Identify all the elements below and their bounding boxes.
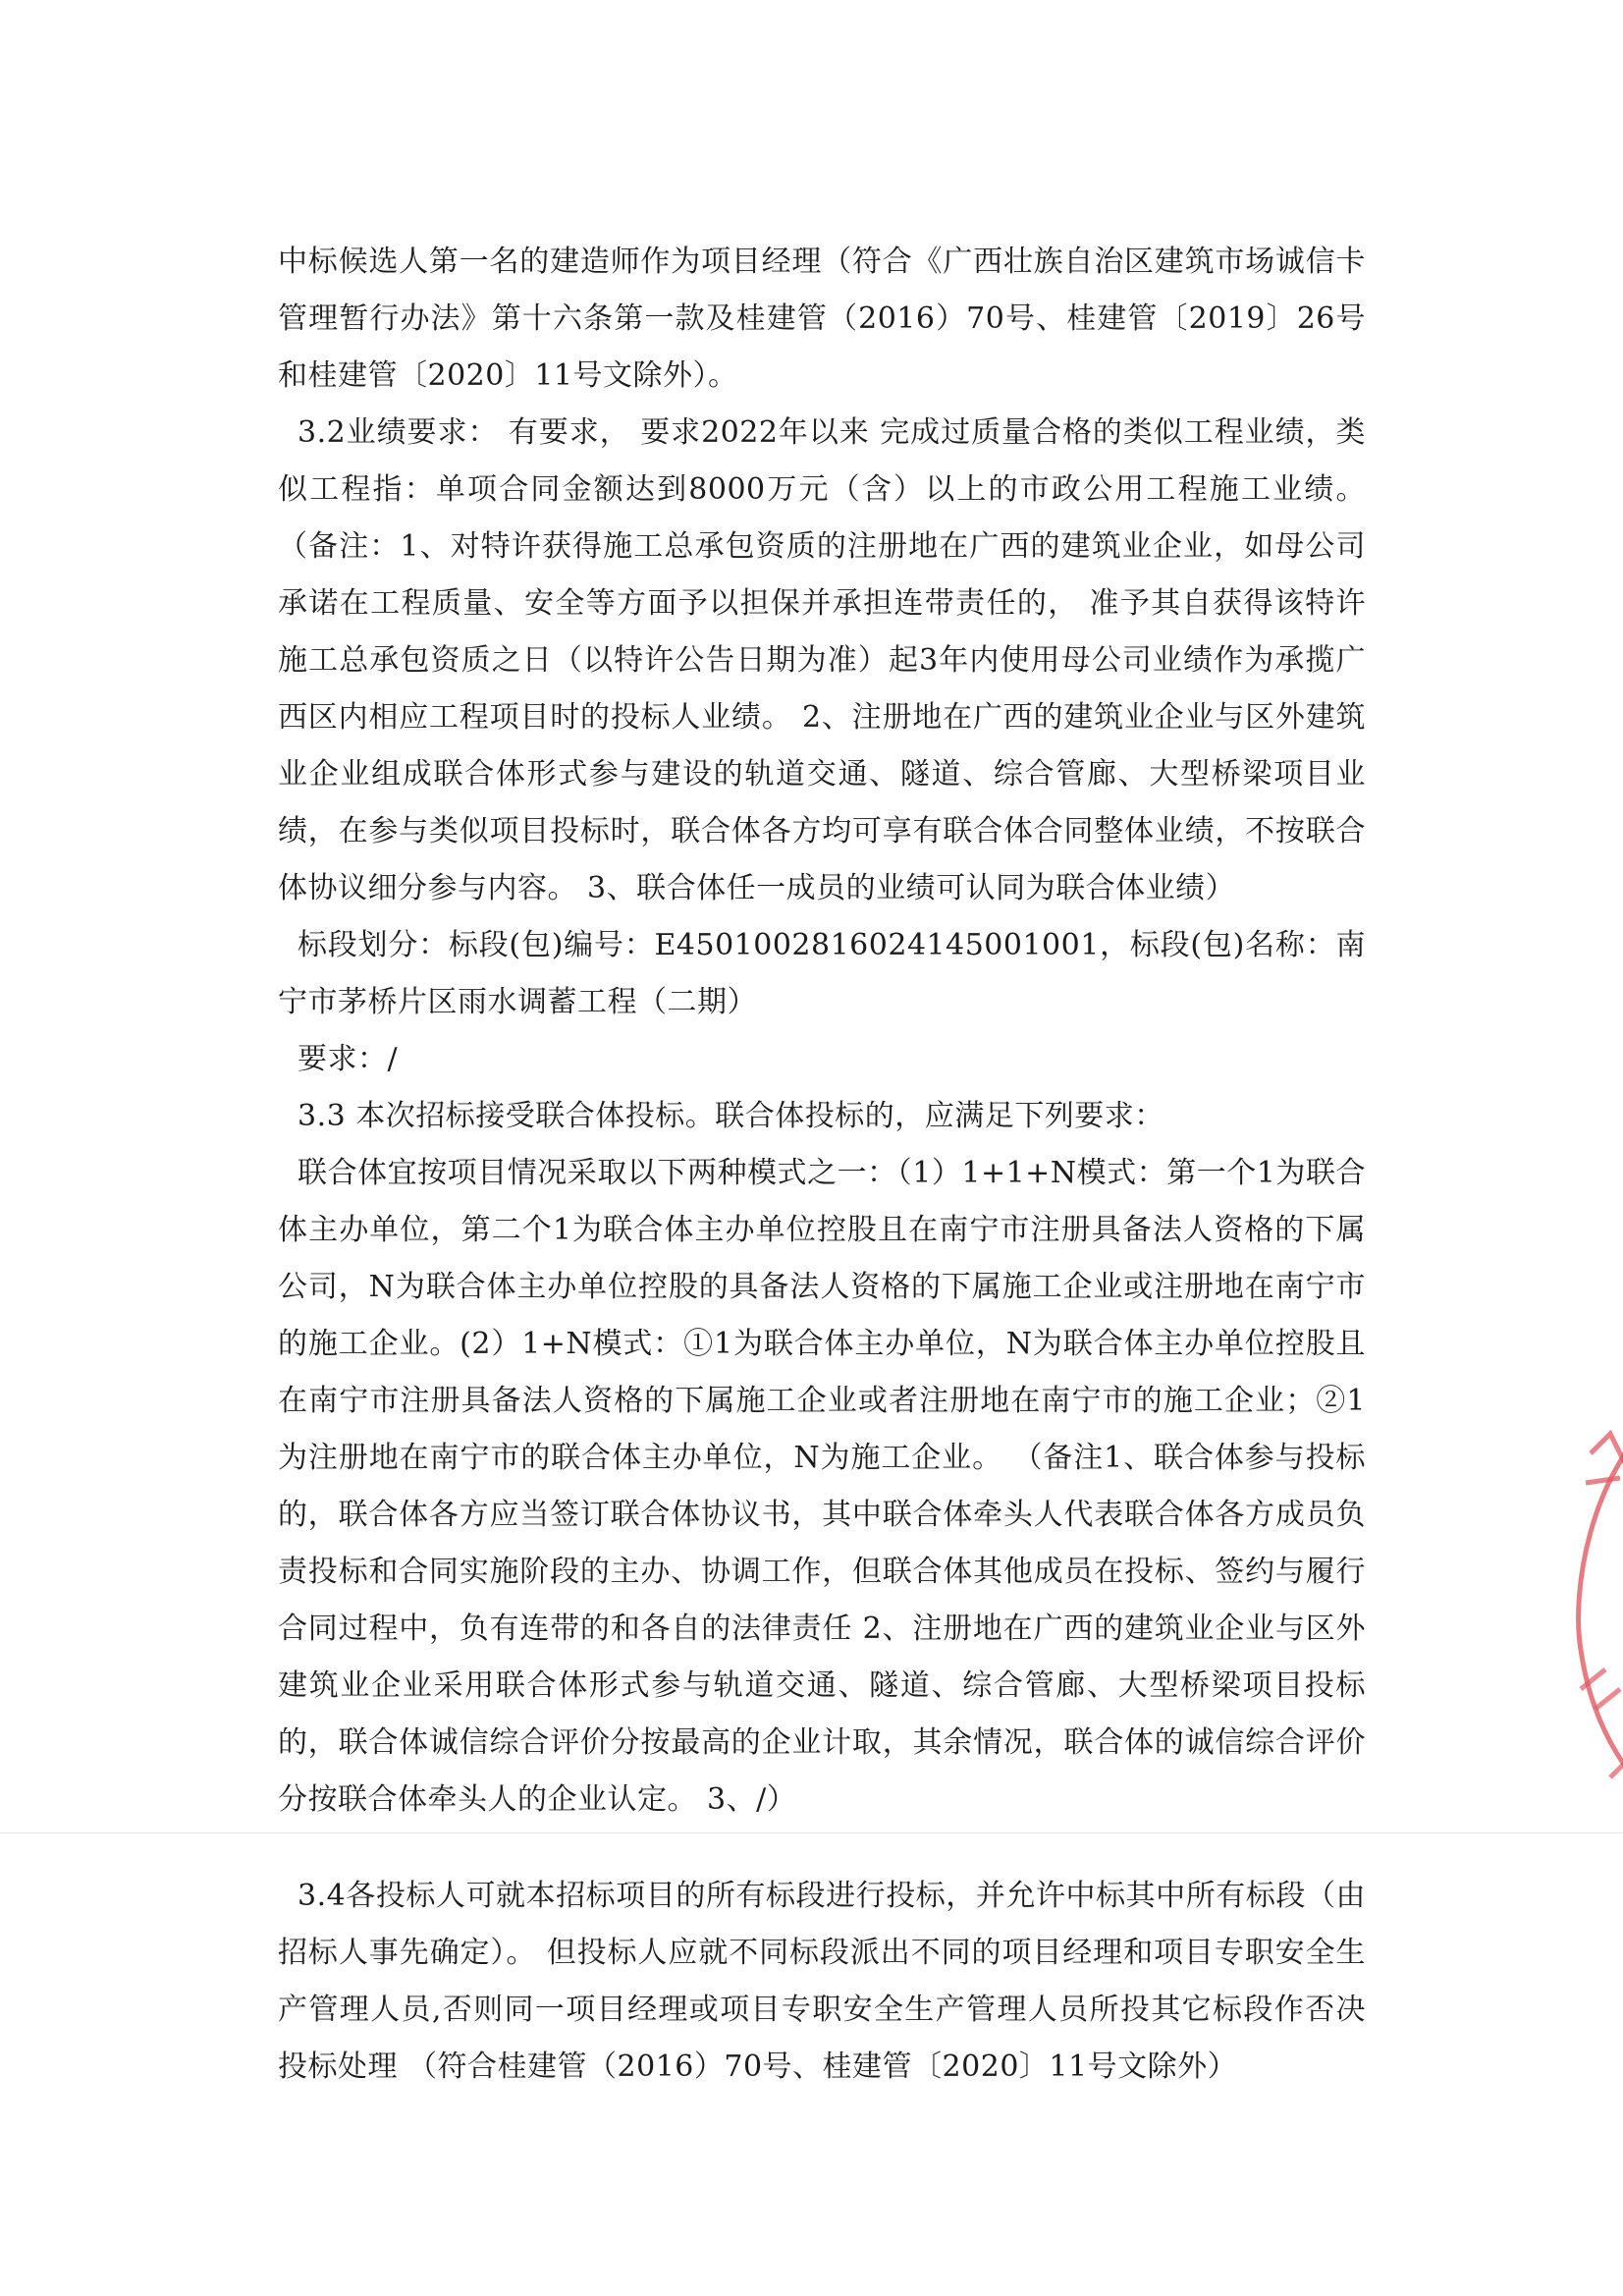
paragraph-consortium-modes: 联合体宜按项目情况采取以下两种模式之一：（1）1+1+N模式：第一个1为联合体主办单位，第二个1为联合体主办单位控股且在南宁市注册具备法人资格的下属公司，N为联合体主办单位控股的具备法人资格的下属施工企业或注册地在南宁市的施工企业。(2）1+N模式：①1为联合体主办单位，N为联合体主办单位控股且在南宁市注册具备法人资格的下属施工企业或者注册地在南宁市的施工企业；②1为注册地在南宁市的联合体主办单位，N为施工企业。 （备注1、联合体参与投标的，联合体各方应当签订联合体协议书，其中联合体牵头人代表联合体各方成员负责投标和合同实施阶段的主办、协调工作，但联合体其他成员在投标、签约与履行合同过程中，负有连带的和各自的法律责任 2、注册地在广西的建筑业企业与区外建筑业企业采用联合体形式参与轨道交通、隧道、综合管廊、大型桥梁项目投标的，联合体诚信综合评价分按最高的企业计取，其余情况，联合体的诚信综合评价分按联合体牵头人的企业认定。 3、/） — [278, 1156, 1366, 1817]
paragraph-requirement: 要求：/ — [298, 1042, 399, 1076]
paragraph-3-3-consortium-bidding: 3.3 本次招标接受联合体投标。联合体投标的，应满足下列要求： — [298, 1099, 1164, 1133]
paragraph-3-2-performance-requirements: 3.2业绩要求： 有要求， 要求2022年以来 完成过质量合格的类似工程业绩，类似工程指：单项合同金额达到8000万元（含）以上的市政公用工程施工业绩。 （备注：1、对特许获得施工总承包资质的注册地在广西的建筑业企业，如母公司承诺在工程质量、安全等方面予以担保并承担连带责任的， 准予其自获得该特许施工总承包资质之日（以特许公告日期为准）起3年内使用母公司业绩作为承揽广西区内相应工程项目时的投标人业绩。 2、注册地在广西的建筑业企业与区外建筑业企业组成联合体形式参与建设的轨道交通、隧道、综合管廊、大型桥梁项目业绩，在参与类似项目投标时，联合体各方均可享有联合体合同整体业绩，不按联合体协议细分参与内容。 3、联合体任一成员的业绩可认同为联合体业绩） — [278, 415, 1366, 905]
scan-fold-line — [0, 1832, 1623, 1833]
paragraph-project-manager-clause: 中标候选人第一名的建造师作为项目经理（符合《广西壮族自治区建筑市场诚信卡管理暂行办法》第十六条第一款及桂建管（2016）70号、桂建管〔2019〕26号和桂建管〔2020〕11号文除外）。 — [278, 245, 1366, 393]
paragraph-section-division: 标段划分：标段(包)编号：E4501002816024145001001，标段(包)名称：南宁市茅桥片区雨水调蓄工程（二期） — [278, 928, 1366, 1019]
red-seal-stamp — [1551, 1394, 1623, 1827]
document-body — [278, 234, 1366, 2096]
paragraph-3-4-multiple-sections: 3.4各投标人可就本招标项目的所有标段进行投标，并允许中标其中所有标段（由招标人事先确定）。 但投标人应就不同标段派出不同的项目经理和项目专职安全生产管理人员,否则同一项目经理或项目专职安全生产管理人员所投其它标段作否决投标处理 （符合桂建管（2016）70号、桂建管〔2020〕11号文除外） — [278, 1879, 1366, 2084]
